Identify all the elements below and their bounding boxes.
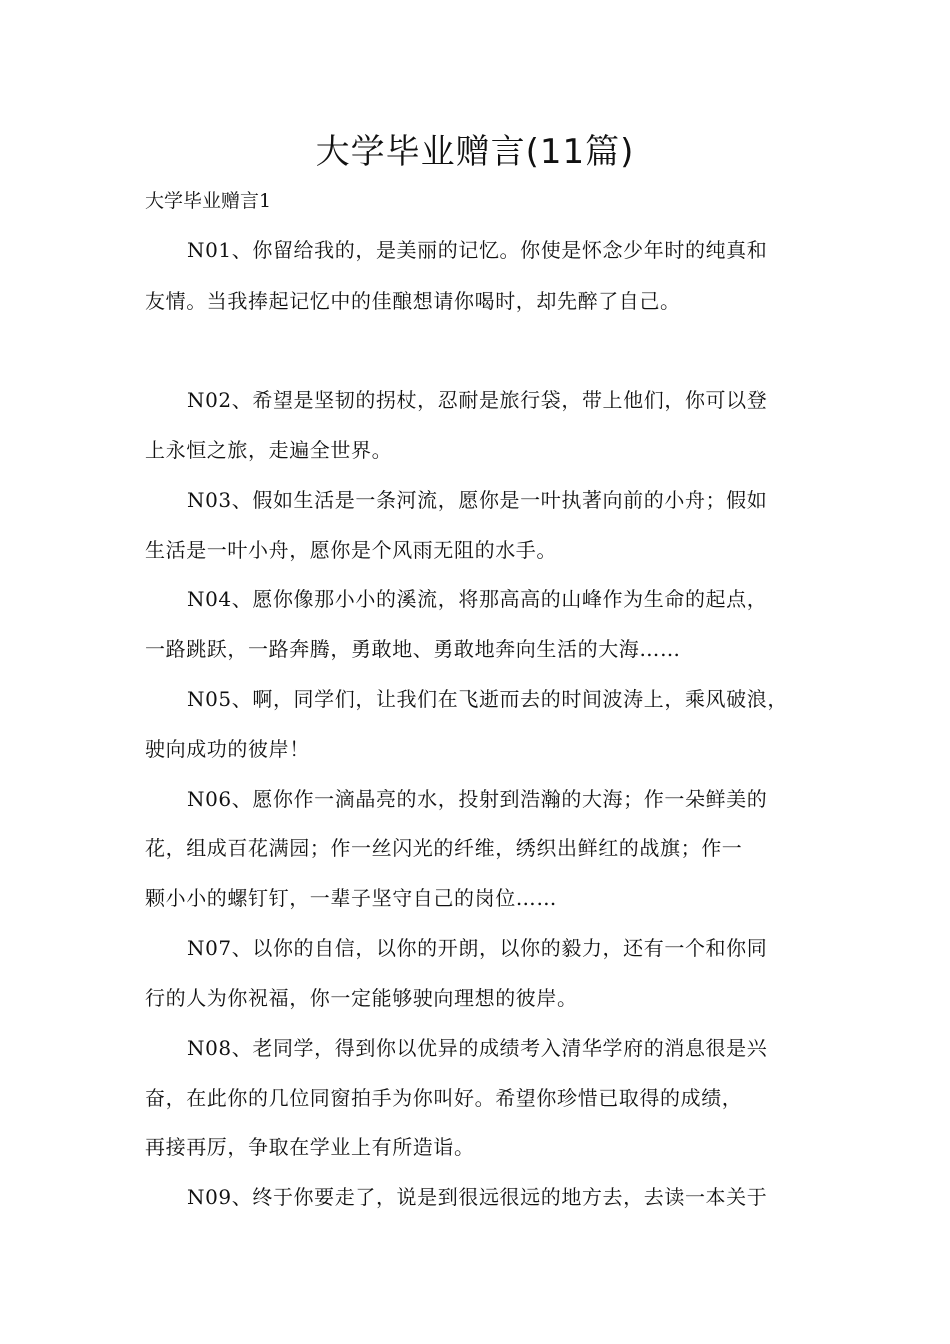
- paragraph-line: 友情。当我捧起记忆中的佳酿想请你喝时，却先醉了自己。: [145, 289, 681, 313]
- paragraph-line: 颗小小的螺钉钉，一辈子坚守自己的岗位……: [145, 886, 557, 910]
- paragraph-line: N01、你留给我的，是美丽的记忆。你使是怀念少年时的纯真和: [187, 238, 768, 262]
- paragraph-line: 花，组成百花满园；作一丝闪光的纤维，绣织出鲜红的战旗；作一: [145, 836, 743, 860]
- paragraph-line: N09、终于你要走了，说是到很远很远的地方去，去读一本关于: [187, 1185, 768, 1209]
- paragraph-line: N08、老同学，得到你以优异的成绩考入清华学府的消息很是兴: [187, 1036, 768, 1060]
- document-title: 大学毕业赠言(11篇): [315, 132, 635, 172]
- paragraph-line: N07、以你的自信，以你的开朗，以你的毅力，还有一个和你同: [187, 936, 768, 960]
- paragraph-line: N03、假如生活是一条河流，愿你是一叶执著向前的小舟；假如: [187, 488, 768, 512]
- paragraph-line: 生活是一叶小舟，愿你是个风雨无阻的水手。: [145, 538, 557, 562]
- paragraph-line: 行的人为你祝福，你一定能够驶向理想的彼岸。: [145, 986, 578, 1010]
- paragraph-line: 一路跳跃，一路奔腾，勇敢地、勇敢地奔向生活的大海……: [145, 637, 681, 661]
- paragraph-line: 奋，在此你的几位同窗拍手为你叫好。希望你珍惜已取得的成绩，: [145, 1086, 743, 1110]
- paragraph-line: 驶向成功的彼岸！: [145, 737, 310, 761]
- paragraph-line: 再接再厉，争取在学业上有所造诣。: [145, 1135, 475, 1159]
- paragraph-line: N04、愿你像那小小的溪流，将那高高的山峰作为生命的起点，: [187, 587, 768, 611]
- paragraph-line: N06、愿你作一滴晶亮的水，投射到浩瀚的大海；作一朵鲜美的: [187, 787, 768, 811]
- paragraph-line: 上永恒之旅，走遍全世界。: [145, 438, 393, 462]
- section-heading: 大学毕业赠言1: [145, 190, 272, 212]
- paragraph-line: N05、啊，同学们，让我们在飞逝而去的时间波涛上，乘风破浪，: [187, 687, 788, 711]
- paragraph-line: N02、希望是坚韧的拐杖，忍耐是旅行袋，带上他们，你可以登: [187, 388, 768, 412]
